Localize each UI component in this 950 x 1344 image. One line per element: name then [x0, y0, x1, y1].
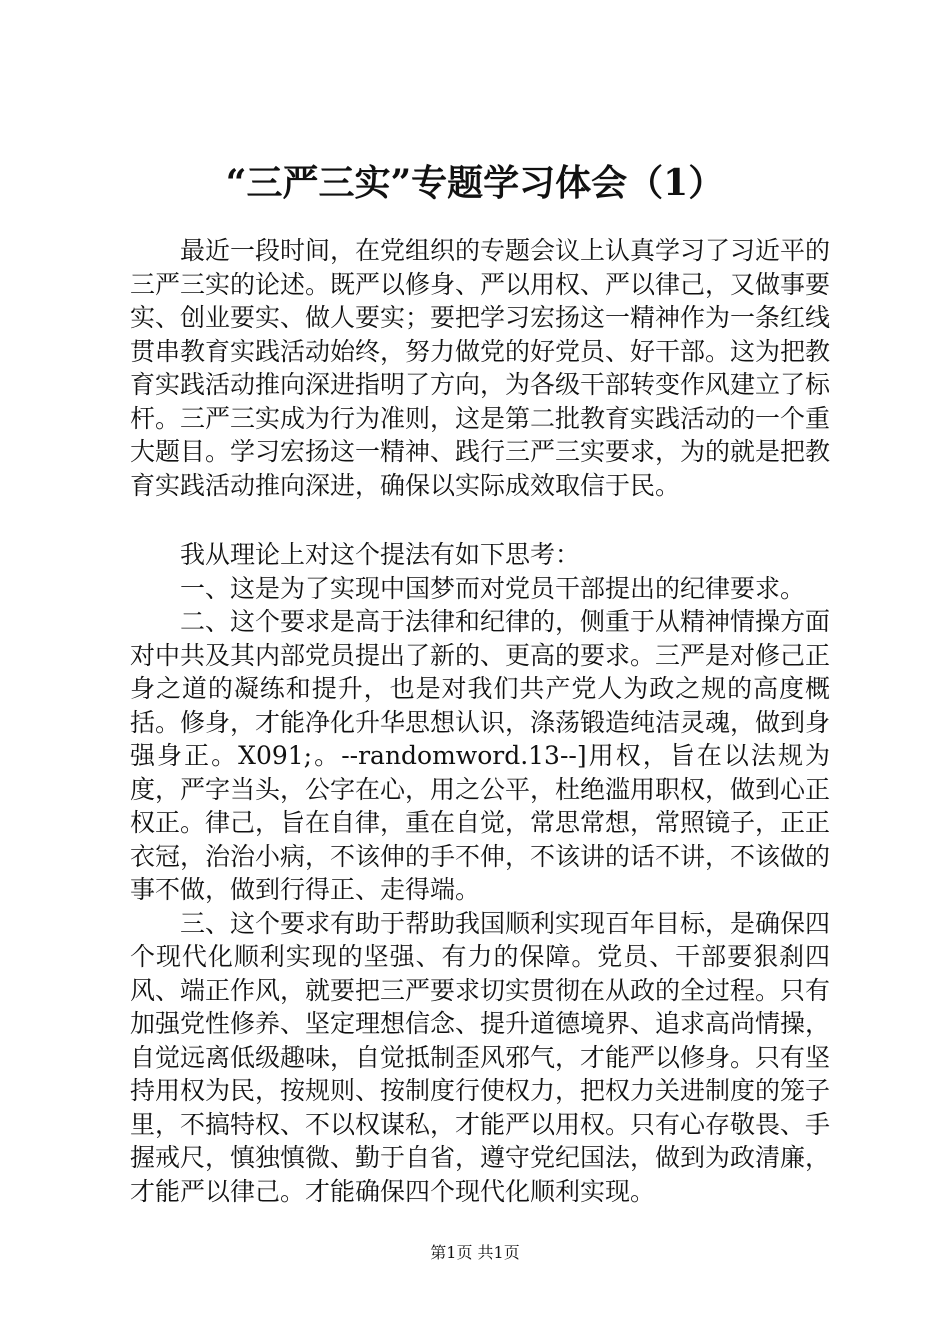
document-title: “三严三实”专题学习体会（1）: [225, 162, 725, 204]
paragraph-thoughts-lead: 我从理论上对这个提法有如下思考：: [180, 540, 581, 569]
paragraph-point-one: 一、这是为了实现中国梦而对党员干部提出的纪律要求。: [180, 573, 806, 603]
paragraph-gap: [130, 502, 830, 538]
document-body: [130, 234, 830, 1208]
paragraph-point-two: 二、这个要求是高于法律和纪律的，侧重于从精神情操方面对中共及其内部党员提出了新的、更高的要求。三严是对修己正身之道的凝练和提升，也是对我们共产党人为政之规的高度概括。修身，才能净化升华思想认识，涤荡锻造纯洁灵魂，做到身强身正。X091;。--randomword.13--]用权，旨在以法规为度，严字当头，公字在心，用之公平，杜绝滥用职权，做到心正权正。律己，旨在自律，重在自觉，常思常想，常照镜子，正正衣冠，治治小病，不该伸的手不伸，不该讲的话不讲，不该做的事不做，做到行得正、走得端。: [130, 607, 831, 904]
paragraph-point-three: 三、这个要求有助于帮助我国顺利实现百年目标，是确保四个现代化顺利实现的坚强、有力的保障。党员、干部要狠刹四风、端正作风，就要把三严要求切实贯彻在从政的全过程。只有加强党性修养、坚定理想信念、提升道德境界、追求高尚情操，自觉远离低级趣味，自觉抵制歪风邪气，才能严以修身。只有坚持用权为民，按规则、按制度行使权力，把权力关进制度的笼子里，不搞特权、不以权谋私，才能严以用权。只有心存敬畏、手握戒尺，慎独慎微、勤于自省，遵守党纪国法，做到为政清廉，才能严以律己。才能确保四个现代化顺利实现。: [130, 908, 831, 1206]
paragraph-intro: 最近一段时间，在党组织的专题会议上认真学习了习近平的三严三实的论述。既严以修身、严以用权、严以律己，又做事要实、创业要实、做人要实；要把学习宏扬这一精神作为一条红线贯串教育实践活动始终，努力做党的好党员、好干部。这为把教育实践活动推向深进指明了方向，为各级干部转变作风建立了标杆。三严三实成为行为准则，这是第二批教育实践活动的一个重大题目。学习宏扬这一精神、践行三严三实要求，为的就是把教育实践活动推向深进，确保以实际成效取信于民。: [130, 236, 831, 500]
page-footer: 第1页 共1页: [430, 1243, 520, 1262]
